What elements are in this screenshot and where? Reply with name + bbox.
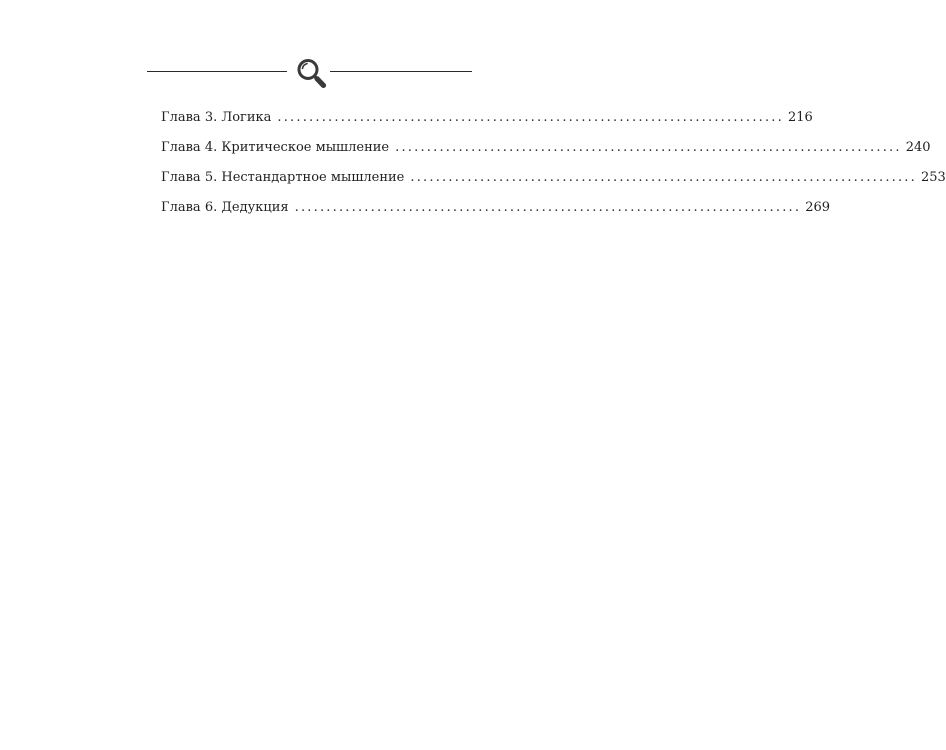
toc-entry-page: 269	[805, 200, 831, 215]
toc-entry-page: 216	[787, 110, 813, 125]
toc-entry-chapter-3	[161, 109, 813, 139]
toc-dot-leader: ................................................................................	[294, 200, 802, 215]
toc-entry-page: 253	[920, 170, 946, 185]
toc-entry-chapter-4	[161, 139, 931, 169]
magnifying-glass-icon	[294, 56, 328, 90]
header-rule-left	[147, 71, 287, 72]
toc-entry-title: Глава 6. Дедукция	[161, 200, 289, 215]
toc-entry-chapter-5	[161, 169, 946, 199]
toc-entry-title: Глава 4. Критическое мышление	[161, 140, 390, 155]
table-of-contents	[161, 109, 946, 229]
toc-dot-leader: ................................................................................	[395, 140, 902, 155]
toc-dot-leader: ................................................................................	[277, 110, 784, 125]
toc-entry-title: Глава 3. Логика	[161, 110, 272, 125]
header-rule-right	[330, 71, 472, 72]
toc-entry-title: Глава 5. Нестандартное мышление	[161, 170, 405, 185]
toc-dot-leader: ................................................................................	[410, 170, 917, 185]
toc-entry-chapter-6	[161, 199, 831, 229]
toc-entry-page: 240	[905, 140, 931, 155]
